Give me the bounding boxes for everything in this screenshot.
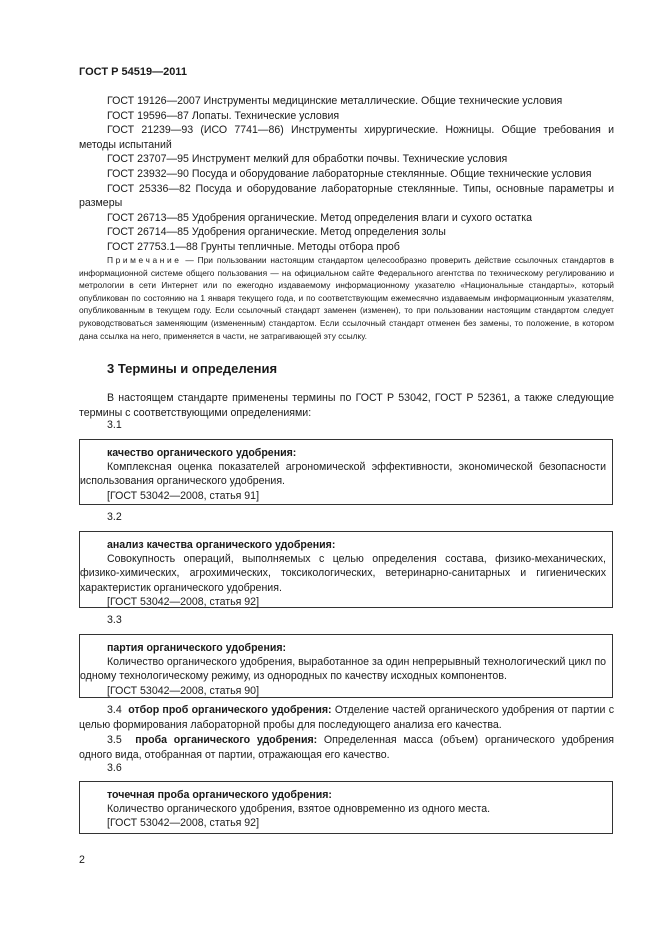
term-box	[79, 634, 613, 698]
term-title: проба органического удобрения:	[135, 734, 318, 746]
reference-item: ГОСТ 27753.1—88 Грунты тепличные. Методы отбора проб	[107, 240, 400, 253]
reference-item: ГОСТ 26713—85 Удобрения органические. Метод определения влаги и сухого остатка	[107, 211, 533, 224]
reference-item: ГОСТ 25336—82 Посуда и оборудование лабораторные стеклянные. Типы, основные параметры и размеры	[79, 182, 614, 210]
term-source: [ГОСТ 53042—2008, статья 92]	[107, 817, 260, 830]
section-intro: В настоящем стандарте применены термины по ГОСТ Р 53042, ГОСТ Р 52361, а также следующие термины с соответствующими определениями:	[79, 392, 614, 419]
term-box	[79, 531, 613, 608]
term-source: [ГОСТ 53042—2008, статья 90]	[107, 684, 260, 697]
term-title: качество органического удобрения:	[107, 447, 297, 459]
references-list	[79, 94, 614, 255]
reference-item: ГОСТ 19596—87 Лопаты. Технические условия	[107, 109, 340, 122]
document-header: ГОСТ Р 54519—2011	[79, 66, 187, 78]
term-definition: Комплексная оценка показателей агрономической эффективности, экономической безопасности использования органического удобрения.	[80, 461, 606, 488]
note-label: Примечание	[107, 255, 182, 265]
term-number: 3.2	[107, 511, 122, 523]
term-source: [ГОСТ 53042—2008, статья 91]	[107, 489, 260, 502]
term-box	[79, 439, 613, 505]
term-number: 3.4	[107, 704, 122, 716]
reference-item: ГОСТ 26714—85 Удобрения органические. Метод определения золы	[107, 226, 446, 239]
note-block	[79, 254, 614, 342]
term-number: 3.3	[107, 614, 122, 626]
term-title: отбор проб органического удобрения:	[128, 704, 332, 716]
term-title: точечная проба органического удобрения:	[107, 789, 332, 801]
term-definition: Количество органического удобрения, взятое одновременно из одного места.	[107, 803, 491, 816]
reference-item: ГОСТ 21239—93 (ИСО 7741—86) Инструменты хирургические. Ножницы. Общие требования и методы испытаний	[79, 124, 614, 151]
section-title: 3 Термины и определения	[107, 361, 278, 376]
reference-item: ГОСТ 23932—90 Посуда и оборудование лабораторные стеклянные. Общие технические условия	[107, 167, 592, 180]
term-definition: Количество органического удобрения, выработанное за один непрерывный технологический цикл по одному технологическому режиму, из однородных по качеству исходных компонентов.	[80, 656, 606, 683]
term-box	[79, 781, 613, 834]
reference-item: ГОСТ 19126—2007 Инструменты медицинские металлические. Общие технические условия	[107, 95, 563, 107]
term-number: 3.1	[107, 419, 122, 431]
note-text: — При пользовании настоящим стандартом целесообразно проверить действие ссылочных стандартов в информационной системе общего пользования — на официальном сайте Федерального агентства по техническому регулированию и метрологии в сети Интернет или по ежегодно издаваемому информационному указателю «Национальные стандарты», который опубликован по состоянию на 1 января текущего года, и по соответствующим ежемесячно издаваемым информационным указателям, опубликованным в текущем году. Если ссылочный стандарт заменен (изменен), то при пользовании настоящим стандартом следует руководствоваться заменяющим (измененным) стандартом. Если ссылочный стандарт отменен без замены, то положение, в котором дана ссылка на него, применяется в части, не затрагивающей эту ссылку.	[79, 255, 614, 341]
term-inline	[79, 703, 614, 732]
term-number: 3.6	[107, 762, 122, 774]
term-number: 3.5	[107, 734, 122, 746]
reference-item: ГОСТ 23707—95 Инструмент мелкий для обработки почвы. Технические условия	[107, 153, 508, 166]
term-definition: Определенная масса (объем) органического удобрения одного вида, отобранная от партии, отражающая его качество.	[79, 734, 615, 761]
term-definition: Совокупность операций, выполняемых с целью определения состава, физико-механических, физико-химических, агрохимических, токсикологических, ветеринарно-санитарных и гигиенических характеристик органического удобрения.	[80, 553, 606, 594]
term-definition: Отделение частей органического удобрения от партии с целью формирования лабораторной пробы для последующего анализа его качества.	[79, 704, 614, 731]
term-inline	[79, 733, 614, 762]
term-title: анализ качества органического удобрения:	[107, 539, 336, 551]
term-source: [ГОСТ 53042—2008, статья 92]	[107, 595, 260, 608]
page-number: 2	[79, 854, 85, 866]
term-title: партия органического удобрения:	[107, 642, 287, 654]
